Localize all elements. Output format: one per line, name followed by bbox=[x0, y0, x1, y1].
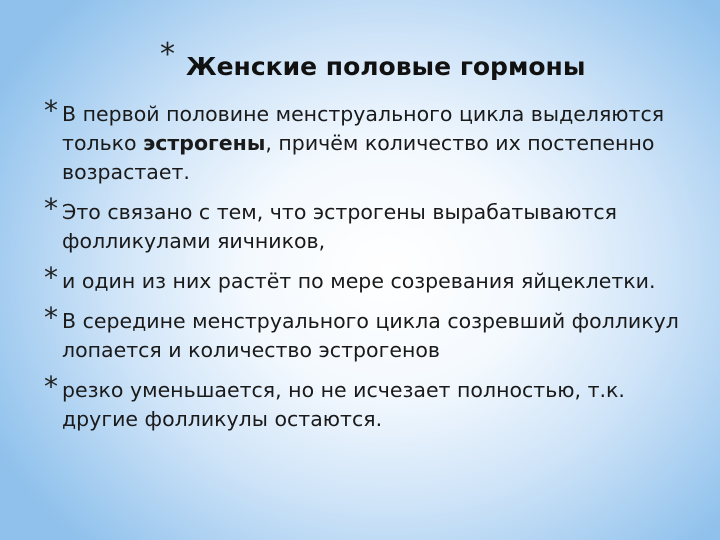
bullet-item bbox=[44, 261, 694, 296]
asterisk-bullet-icon: * bbox=[44, 192, 58, 225]
bullet-item bbox=[44, 370, 694, 434]
bullet-text: и один из них растёт по мере созревания яйцеклетки. bbox=[62, 269, 656, 293]
slide-title: Женские половые гормоны bbox=[186, 52, 586, 81]
bullet-item bbox=[44, 192, 694, 256]
bullet-item bbox=[44, 94, 694, 187]
bullet-text: Это связано с тем, что эстрогены вырабатываются фолликулами яичников, bbox=[62, 200, 618, 253]
asterisk-bullet-icon: * bbox=[44, 94, 58, 127]
title-row bbox=[160, 37, 700, 90]
asterisk-bullet-icon: * bbox=[44, 261, 58, 294]
bullet-text-part: В первой половине менструального цикла выделяются только bbox=[62, 102, 665, 155]
asterisk-bullet-icon: * bbox=[44, 370, 58, 403]
bold-term: эстрогены bbox=[143, 131, 266, 155]
bullet-item bbox=[44, 301, 694, 365]
bullet-text: В середине менструального цикла созревший фолликул лопается и количество эстрогенов bbox=[62, 309, 679, 362]
bullet-text bbox=[62, 100, 694, 187]
bullet-text-part: , причём количество их постепенно возрастает. bbox=[62, 131, 655, 184]
asterisk-bullet-icon: * bbox=[160, 37, 175, 72]
bullet-text: резко уменьшается, но не исчезает полностью, т.к. другие фолликулы остаются. bbox=[62, 378, 625, 431]
bullet-list bbox=[44, 94, 694, 445]
asterisk-bullet-icon: * bbox=[44, 301, 58, 334]
